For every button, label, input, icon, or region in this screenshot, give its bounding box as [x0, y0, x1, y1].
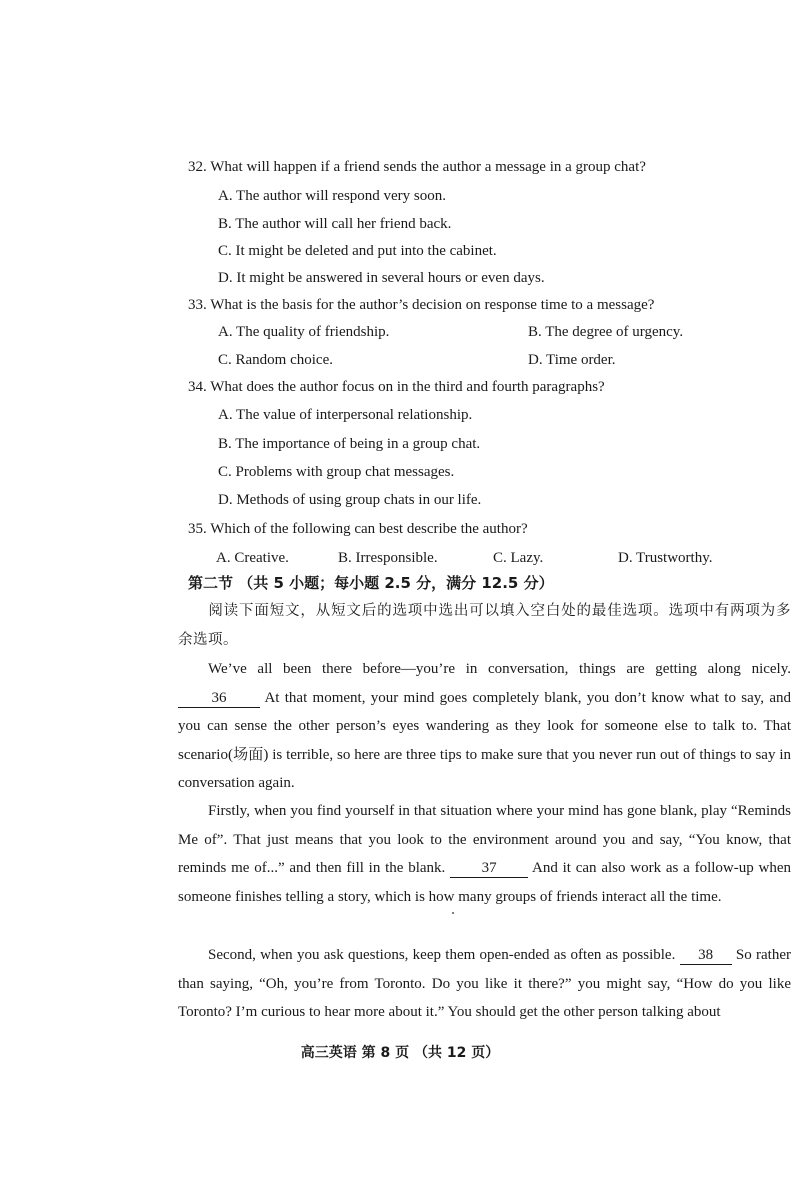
- question-32-option-c: C. It might be deleted and put into the cabinet.: [218, 243, 497, 259]
- section-instruction-text: 阅读下面短文，从短文后的选项中选出可以填入空白处的最佳选项。选项中有两项为多余选项。: [178, 603, 791, 648]
- paragraph-2-text-a: Firstly, when you find yourself in that situation where your mind has gone blank, play “Reminds Me of”. That just means that you look to the environment around you and say, “You know, that reminds me of...” and then fill in the blank.: [178, 803, 791, 876]
- question-35-option-b: B. Irresponsible.: [338, 550, 438, 566]
- section-instruction: [178, 597, 791, 654]
- blank-37: 37: [450, 859, 528, 878]
- paragraph-1-text-b: At that moment, your mind goes completely blank, you don’t know what to say, and you can sense the other person’s eyes wandering as they look for someone else to talk to. That scenario(场面) is terrible, so here are three tips to make sure that you never run out of things to say in conversation again.: [178, 689, 791, 791]
- question-34-option-d: D. Methods of using group chats in our life.: [218, 492, 482, 508]
- question-35-stem: 35. Which of the following can best describe the author?: [188, 521, 528, 537]
- question-33-option-b: B. The degree of urgency.: [528, 324, 684, 340]
- blank-38: 38: [680, 946, 732, 965]
- paragraph-3-text-b: So rather than saying, “Oh, you’re from Toronto. Do you like it there?” you might say, “How do you like Toronto? I’m curious to hear more about it.” You should get the other person talking about: [178, 947, 791, 1020]
- passage-paragraph-3: [178, 941, 791, 1027]
- section-title: 第二节 （共 5 小题；每小题 2.5 分，满分 12.5 分）: [188, 574, 554, 592]
- paragraph-3-text-a: Second, when you ask questions, keep them open-ended as often as possible.: [208, 947, 676, 963]
- question-34-option-a: A. The value of interpersonal relationship.: [218, 407, 473, 423]
- question-32-stem: 32. What will happen if a friend sends the author a message in a group chat?: [188, 159, 646, 175]
- passage-paragraph-1: [178, 655, 791, 798]
- question-33-stem: 33. What is the basis for the author’s decision on response time to a message?: [188, 297, 655, 313]
- question-33-option-c: C. Random choice.: [218, 352, 333, 368]
- passage-paragraph-2: [178, 797, 791, 911]
- question-35-option-d: D. Trustworthy.: [618, 550, 713, 566]
- question-32-option-d: D. It might be answered in several hours or even days.: [218, 270, 545, 286]
- question-35-option-c: C. Lazy.: [493, 550, 544, 566]
- question-32-option-b: B. The author will call her friend back.: [218, 216, 452, 232]
- paragraph-2-text-b: And it can also work as a follow-up when someone finishes telling a story, which is how many groups of friends interact all the time.: [178, 860, 791, 905]
- question-34-option-b: B. The importance of being in a group chat.: [218, 436, 481, 452]
- question-34-option-c: C. Problems with group chat messages.: [218, 464, 455, 480]
- question-33-option-d: D. Time order.: [528, 352, 616, 368]
- blank-36: 36: [178, 689, 260, 708]
- question-32-option-a: A. The author will respond very soon.: [218, 188, 447, 204]
- question-33-option-a: A. The quality of friendship.: [218, 324, 390, 340]
- paragraph-1-text-a: We’ve all been there before—you’re in conversation, things are getting along nicely.: [208, 661, 791, 677]
- question-35-option-a: A. Creative.: [216, 550, 289, 566]
- question-34-stem: 34. What does the author focus on in the third and fourth paragraphs?: [188, 379, 605, 395]
- page-footer: 高三英语 第 8 页 （共 12 页）: [300, 1045, 500, 1061]
- scan-speck: [452, 912, 454, 914]
